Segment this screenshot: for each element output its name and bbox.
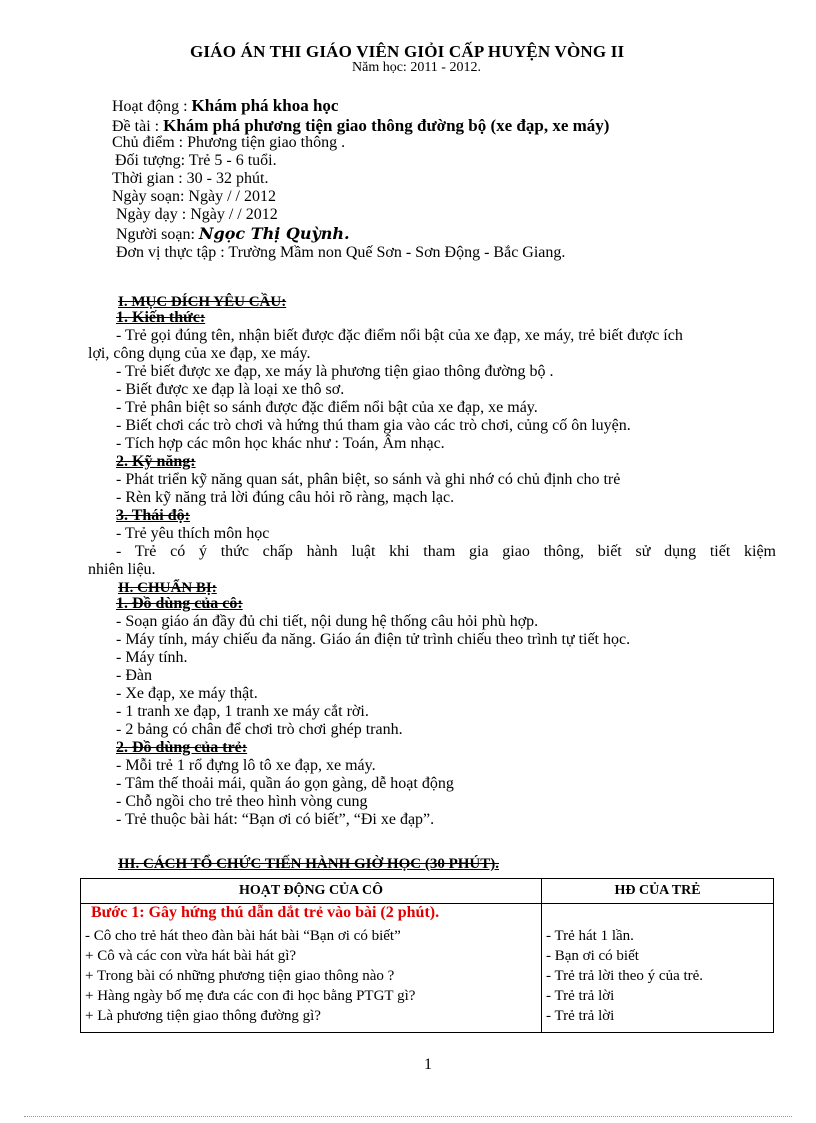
attitude-item: - Trẻ có ý thức chấp hành luật khi tham gia giao thông, biết sử dụng tiết kiệm: [116, 543, 776, 560]
child-cell: - Bạn ơi có biết: [546, 948, 639, 964]
teacher-material-item: - Máy tính.: [116, 649, 188, 666]
attitude-item: - Trẻ yêu thích môn học: [116, 525, 270, 542]
author-name: Ngọc Thị Quỳnh.: [198, 224, 350, 243]
author-label: Người soạn:: [116, 226, 199, 243]
column-header-teacher: HOẠT ĐỘNG CỦA CÔ: [81, 879, 542, 904]
table-row: [81, 988, 774, 1008]
table-step-row: [81, 904, 774, 929]
section-1-heading: I. MỤC ĐÍCH YÊU CẦU:: [118, 294, 287, 310]
attitude-heading: 3. Thái độ:: [116, 507, 190, 524]
teacher-material-item: - 2 bảng có chân để chơi trò chơi ghép tranh.: [116, 721, 403, 738]
author-line: [116, 224, 350, 244]
activity-line: [112, 96, 338, 116]
knowledge-item: - Trẻ biết được xe đạp, xe máy là phương tiện giao thông đường bộ .: [116, 363, 554, 380]
teacher-material-item: - 1 tranh xe đạp, 1 tranh xe máy cắt rời.: [116, 703, 369, 720]
knowledge-item-cont: lợi, công dụng của xe đạp, xe máy.: [88, 345, 311, 362]
topic-value: Khám phá phương tiện giao thông đường bộ (xe đạp, xe máy): [163, 116, 610, 135]
child-material-item: - Mỗi trẻ 1 rổ đựng lô tô xe đạp, xe máy.: [116, 757, 376, 774]
lesson-plan-table: [80, 878, 774, 1033]
knowledge-item: - Biết chơi các trò chơi và hứng thú tham gia vào các trò chơi, củng cố ôn luyện.: [116, 417, 631, 434]
unit-line: Đơn vị thực tập : Trường Mầm non Quế Sơn - Sơn Động - Bắc Giang.: [116, 244, 566, 261]
child-material-item: - Chỗ ngồi cho trẻ theo hình vòng cung: [116, 793, 368, 810]
audience-line: Đối tượng: Trẻ 5 - 6 tuổi.: [115, 152, 277, 169]
table-row: [81, 928, 774, 948]
child-material-item: - Trẻ thuộc bài hát: “Bạn ơi có biết”, “Đi xe đạp”.: [116, 811, 435, 828]
table-header-row: [81, 879, 774, 904]
child-material-item: - Tâm thế thoải mái, quần áo gọn gàng, dễ hoạt động: [116, 775, 454, 792]
child-cell: - Trẻ trả lời theo ý của trẻ.: [546, 968, 704, 984]
teacher-material-item: - Soạn giáo án đầy đủ chi tiết, nội dung hệ thống câu hỏi phù hợp.: [116, 613, 539, 630]
prepared-date-line: Ngày soạn: Ngày / / 2012: [112, 188, 276, 205]
teacher-cell: + Hàng ngày bố mẹ đưa các con đi học bằng PTGT gì?: [81, 988, 542, 1008]
step-heading: Bước 1: Gây hứng thú dẫn dắt trẻ vào bài (2 phút).: [91, 904, 440, 921]
section-3-heading: III. CÁCH TỔ CHỨC TIẾN HÀNH GIỜ HỌC (30 PHÚT).: [118, 856, 500, 872]
child-cell: - Trẻ trả lời: [546, 988, 615, 1004]
activity-label: Hoạt động :: [112, 98, 192, 115]
attitude-item-cont: nhiên liệu.: [88, 561, 156, 578]
table-row: [81, 1008, 774, 1033]
page-number: 1: [424, 1056, 432, 1073]
skills-heading: 2. Kỹ năng:: [116, 453, 196, 470]
column-header-child: HĐ CỦA TRẺ: [542, 879, 774, 904]
duration-line: Thời gian : 30 - 32 phút.: [112, 170, 269, 187]
teacher-cell: + Cô và các con vừa hát bài hát gì?: [81, 948, 542, 968]
document-title: GIÁO ÁN THI GIÁO VIÊN GIỎI CẤP HUYỆN VÒNG II: [190, 42, 625, 61]
table-row: [81, 948, 774, 968]
page-bottom-divider: [24, 1116, 792, 1117]
teacher-material-item: - Đàn: [116, 667, 152, 684]
theme-line: Chủ điểm : Phương tiện giao thông .: [112, 134, 346, 151]
section-2-heading: II. CHUẨN BỊ:: [118, 580, 217, 596]
child-cell: - Trẻ hát 1 lần.: [546, 928, 634, 944]
knowledge-item: - Trẻ phân biệt so sánh được đặc điểm nổi bật của xe đạp, xe máy.: [116, 399, 538, 416]
child-cell: - Trẻ trả lời: [546, 1008, 615, 1024]
skills-item: - Phát triển kỹ năng quan sát, phân biệt, so sánh và ghi nhớ có chủ định cho trẻ: [116, 471, 621, 488]
knowledge-item: - Tích hợp các môn học khác như : Toán, Âm nhạc.: [116, 435, 445, 452]
topic-label: Đề tài :: [112, 118, 164, 135]
table-row: [81, 968, 774, 988]
activity-value: Khám phá khoa học: [191, 96, 339, 115]
topic-line: [112, 116, 609, 136]
child-materials-heading: 2. Đồ dùng của trẻ:: [116, 739, 248, 756]
knowledge-item: - Biết được xe đạp là loại xe thô sơ.: [116, 381, 345, 398]
teacher-material-item: - Xe đạp, xe máy thật.: [116, 685, 258, 702]
teacher-cell: + Trong bài có những phương tiện giao thông nào ?: [81, 968, 542, 988]
teacher-cell: + Là phương tiện giao thông đường gì?: [81, 1008, 542, 1033]
taught-date-line: Ngày dạy : Ngày / / 2012: [116, 206, 278, 223]
knowledge-heading: 1. Kiến thức:: [116, 309, 206, 326]
teacher-material-item: - Máy tính, máy chiếu đa năng. Giáo án điện tử trình chiếu theo trình tự tiết học.: [116, 631, 631, 648]
teacher-cell: - Cô cho trẻ hát theo đàn bài hát bài “Bạn ơi có biết”: [81, 928, 542, 948]
school-year: Năm học: 2011 - 2012.: [352, 60, 481, 75]
skills-item: - Rèn kỹ năng trả lời đúng câu hỏi rõ ràng, mạch lạc.: [116, 489, 455, 506]
knowledge-item: - Trẻ gọi đúng tên, nhận biết được đặc điểm nổi bật của xe đạp, xe máy, trẻ biết được ích: [116, 327, 683, 344]
teacher-materials-heading: 1. Đồ dùng của cô:: [116, 595, 243, 612]
